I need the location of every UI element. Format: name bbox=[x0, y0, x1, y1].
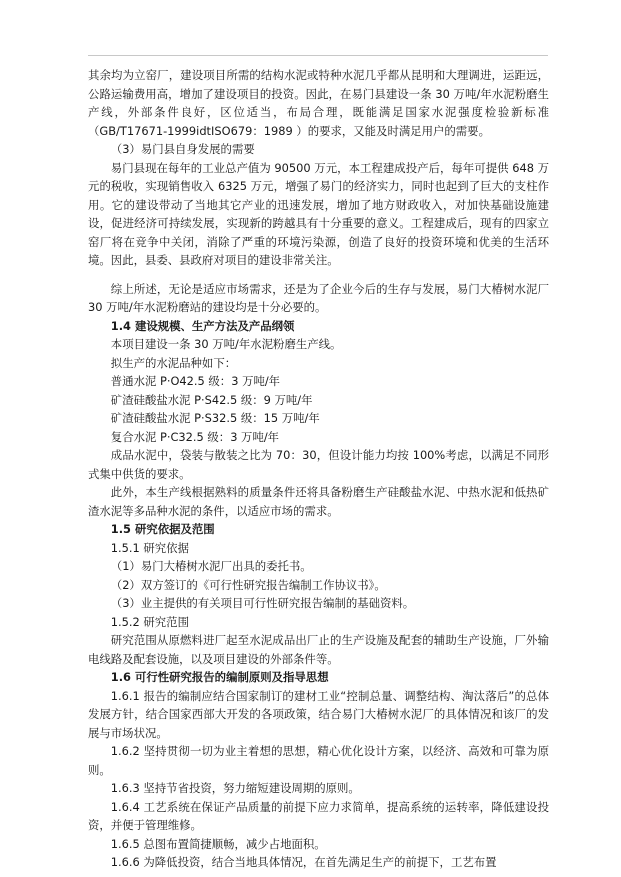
paragraph: 拟生产的水泥品种如下： bbox=[110, 355, 237, 370]
paragraph: 成品水泥中，袋装与散装之比为 70：30，但设计能力均按 100%考虑，以满足不同形式集中供货的要求。 bbox=[88, 448, 549, 481]
paragraph: （2）双方签订的《可行性研究报告编制工作协议书》。 bbox=[110, 577, 386, 592]
header-rule bbox=[88, 55, 548, 56]
document-body bbox=[88, 66, 549, 872]
section-heading: 1.5 研究依据及范围 bbox=[110, 522, 215, 536]
paragraph: 普通水泥 P·O42.5 级：3 万吨/年 bbox=[110, 374, 281, 388]
paragraph: 1.6.1 报告的编制应结合国家制订的建材工业“控制总量、调整结构、淘汰落后”的总体发展方针，结合国家西部大开发的各项政策，结合易门大椿树水泥厂的具体情况和该厂的发展与市场状况。 bbox=[88, 688, 549, 740]
paragraph: 综上所述，无论是适应市场需求，还是为了企业今后的生存与发展，易门大椿树水泥厂 30 万吨/年水泥粉磨站的建设均是十分必要的。 bbox=[88, 281, 549, 314]
paragraph: （1）易门大椿树水泥厂出具的委托书。 bbox=[110, 559, 312, 573]
paragraph: 此外，本生产线根据熟料的质量条件还将具备粉磨生产硅酸盐水泥、中热水泥和低热矿渣水泥等多品种水泥的条件，以适应市场的需求。 bbox=[88, 485, 549, 518]
paragraph: 1.6.3 坚持节省投资，努力缩短建设周期的原则。 bbox=[110, 781, 360, 795]
paragraph: 1.6.6 为降低投资，结合当地具体情况，在首先满足生产的前提下，工艺布置 bbox=[110, 855, 497, 869]
section-heading: 1.6 可行性研究报告的编制原则及指导思想 bbox=[110, 670, 329, 684]
paragraph: 研究范围从原燃料进厂起至水泥成品出厂止的生产设施及配套的辅助生产设施，厂外输电线路及配套设施，以及项目建设的外部条件等。 bbox=[88, 633, 549, 666]
paragraph: 矿渣硅酸盐水泥 P·S32.5 级：15 万吨/年 bbox=[110, 411, 320, 425]
paragraph: 1.6.4 工艺系统在保证产品质量的前提下应力求简单，提高系统的运转率，降低建设投资，并便于管理维修。 bbox=[88, 799, 549, 832]
section-heading: 1.4 建设规模、生产方法及产品纲领 bbox=[110, 318, 295, 333]
paragraph: 本项目建设一条 30 万吨/年水泥粉磨生产线。 bbox=[110, 337, 342, 351]
paragraph: 1.5.1 研究依据 bbox=[110, 540, 189, 555]
paragraph: （3）易门县自身发展的需要 bbox=[110, 142, 255, 156]
paragraph: 矿渣硅酸盐水泥 P·S42.5 级：9 万吨/年 bbox=[110, 392, 313, 407]
paragraph: 复合水泥 P·C32.5 级：3 万吨/年 bbox=[110, 429, 280, 444]
paragraph: 1.5.2 研究范围 bbox=[110, 614, 189, 629]
paragraph: （3）业主提供的有关项目可行性研究报告编制的基础资料。 bbox=[110, 596, 415, 610]
paragraph: 易门县现在每年的工业总产值为 90500 万元，本工程建成投产后，每年可提供 648 万元的税收，实现销售收入 6325 万元，增强了易门的经济实力，同时也起到了巨大的支柱作用。它的建设带动了当地其它产业的迅速发展，增加了地方财政收入，对加快基础设施建设，促进经济可持续发展，实现新的跨越具有十分重要的意义。工程建成后，现有的四家立窑厂将在竞争中关闭，消除了严重的环境污染源，创造了良好的投资环境和优美的生活环境。因此，县委、县政府对项目的建设非常关注。 bbox=[88, 160, 549, 267]
paragraph: 1.6.2 坚持贯彻一切为业主着想的思想，精心优化设计方案，以经济、高效和可靠为原则。 bbox=[88, 744, 549, 777]
paragraph: 1.6.5 总图布置简捷顺畅，减少占地面积。 bbox=[110, 836, 326, 851]
paragraph: 其余均为立窑厂，建设项目所需的结构水泥或特种水泥几乎都从昆明和大理调进，运距远，公路运输费用高，增加了建设项目的投资。因此，在易门县建设一条 30 万吨/年水泥粉磨生产线，外部条件良好，区位适当，布局合理，既能满足国家水泥强度检验新标准（GB/T17671-1999idtISO679：1989 ）的要求，又能及时满足用户的需要。 bbox=[88, 68, 549, 138]
